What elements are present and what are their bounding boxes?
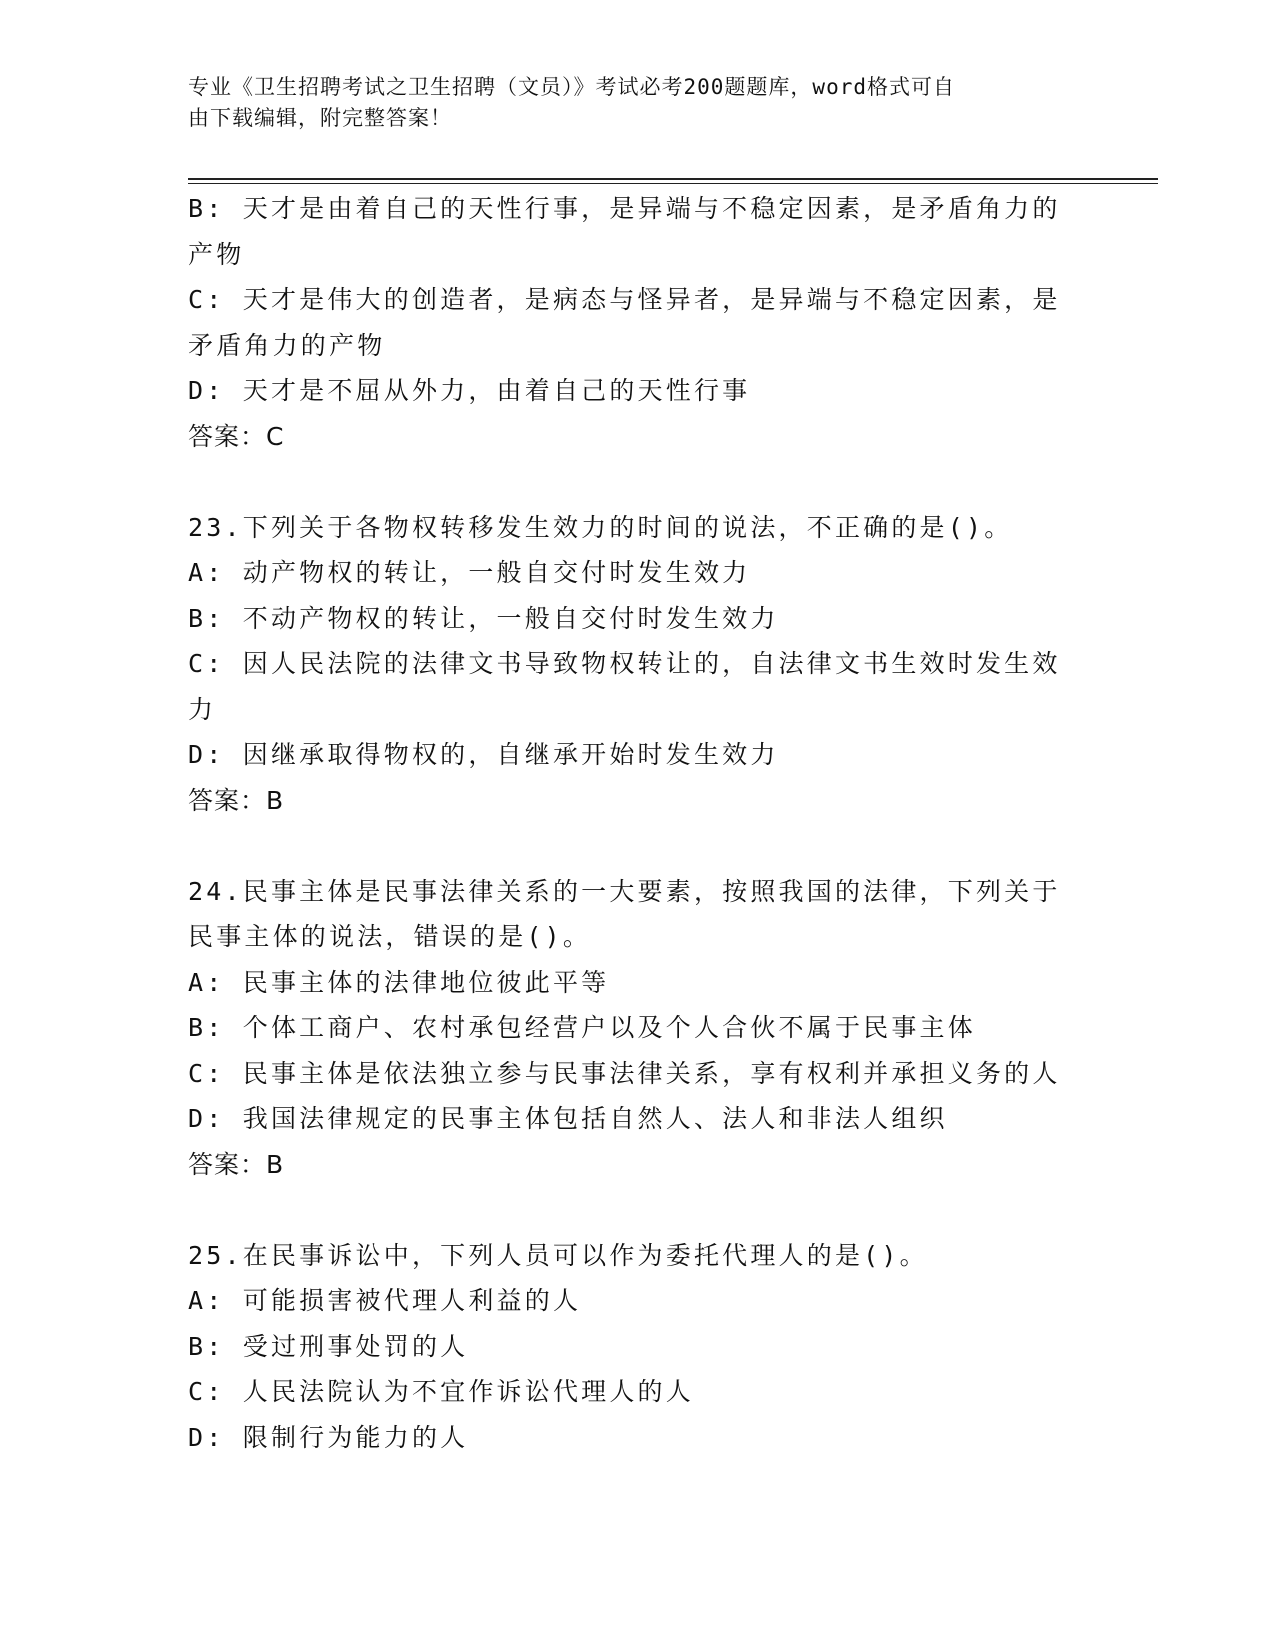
option-c-line-1: C: 因人民法院的法律文书导致物权转让的，自法律文书生效时发生效 [188, 649, 1061, 678]
header-divider-thick [188, 178, 1158, 180]
option-a: A: 动产物权的转让，一般自交付时发生效力 [188, 558, 751, 587]
option-a: A: 可能损害被代理人利益的人 [188, 1286, 582, 1315]
option-c-line-2: 力 [188, 694, 217, 724]
question-text: 25.在民事诉讼中，下列人员可以作为委托代理人的是()。 [188, 1240, 928, 1270]
option-c: C: 人民法院认为不宜作诉讼代理人的人 [188, 1377, 694, 1406]
answer-label: 答案：B [188, 785, 285, 815]
question-text-line-1: 24.民事主体是民事法律关系的一大要素，按照我国的法律，下列关于 [188, 876, 1061, 906]
question-block-25 [188, 1233, 1088, 1461]
question-block-22 [188, 186, 1088, 459]
answer-label: 答案：B [188, 1149, 285, 1179]
option-b: B: 受过刑事处罚的人 [188, 1331, 469, 1361]
option-b: B: 不动产物权的转让，一般自交付时发生效力 [188, 603, 779, 633]
option-c: C: 民事主体是依法独立参与民事法律关系，享有权利并承担义务的人 [188, 1058, 1061, 1088]
question-text-line-2: 民事主体的说法，错误的是()。 [188, 922, 592, 951]
option-c-line-1: C: 天才是伟大的创造者，是病态与怪异者，是异端与不稳定因素，是 [188, 285, 1061, 314]
option-c-line-2: 矛盾角力的产物 [188, 330, 386, 360]
spacer [188, 1187, 1088, 1233]
spacer [188, 823, 1088, 869]
option-d: D: 我国法律规定的民事主体包括自然人、法人和非法人组织 [188, 1104, 948, 1133]
option-b-line-1: B: 天才是由着自己的天性行事，是异端与不稳定因素，是矛盾角力的 [188, 194, 1061, 223]
document-title-line-1: 专业《卫生招聘考试之卫生招聘（文员）》考试必考200题题库，word格式可自 [188, 75, 955, 99]
option-d: D: 天才是不屈从外力，由着自己的天性行事 [188, 376, 751, 405]
option-d: D: 限制行为能力的人 [188, 1422, 469, 1452]
question-text: 23.下列关于各物权转移发生效力的时间的说法，不正确的是()。 [188, 512, 1013, 542]
answer-label: 答案：C [188, 421, 285, 451]
option-b: B: 个体工商户、农村承包经营户以及个人合伙不属于民事主体 [188, 1013, 976, 1042]
header-divider-thin [188, 183, 1158, 184]
question-block-23 [188, 505, 1088, 824]
document-title-line-2: 由下载编辑，附完整答案！ [188, 106, 452, 130]
question-list [188, 186, 1088, 1460]
document-header [188, 72, 1068, 134]
question-block-24 [188, 869, 1088, 1188]
option-b-line-2: 产物 [188, 239, 245, 269]
spacer [188, 459, 1088, 505]
option-d: D: 因继承取得物权的，自继承开始时发生效力 [188, 740, 779, 769]
option-a: A: 民事主体的法律地位彼此平等 [188, 967, 610, 997]
